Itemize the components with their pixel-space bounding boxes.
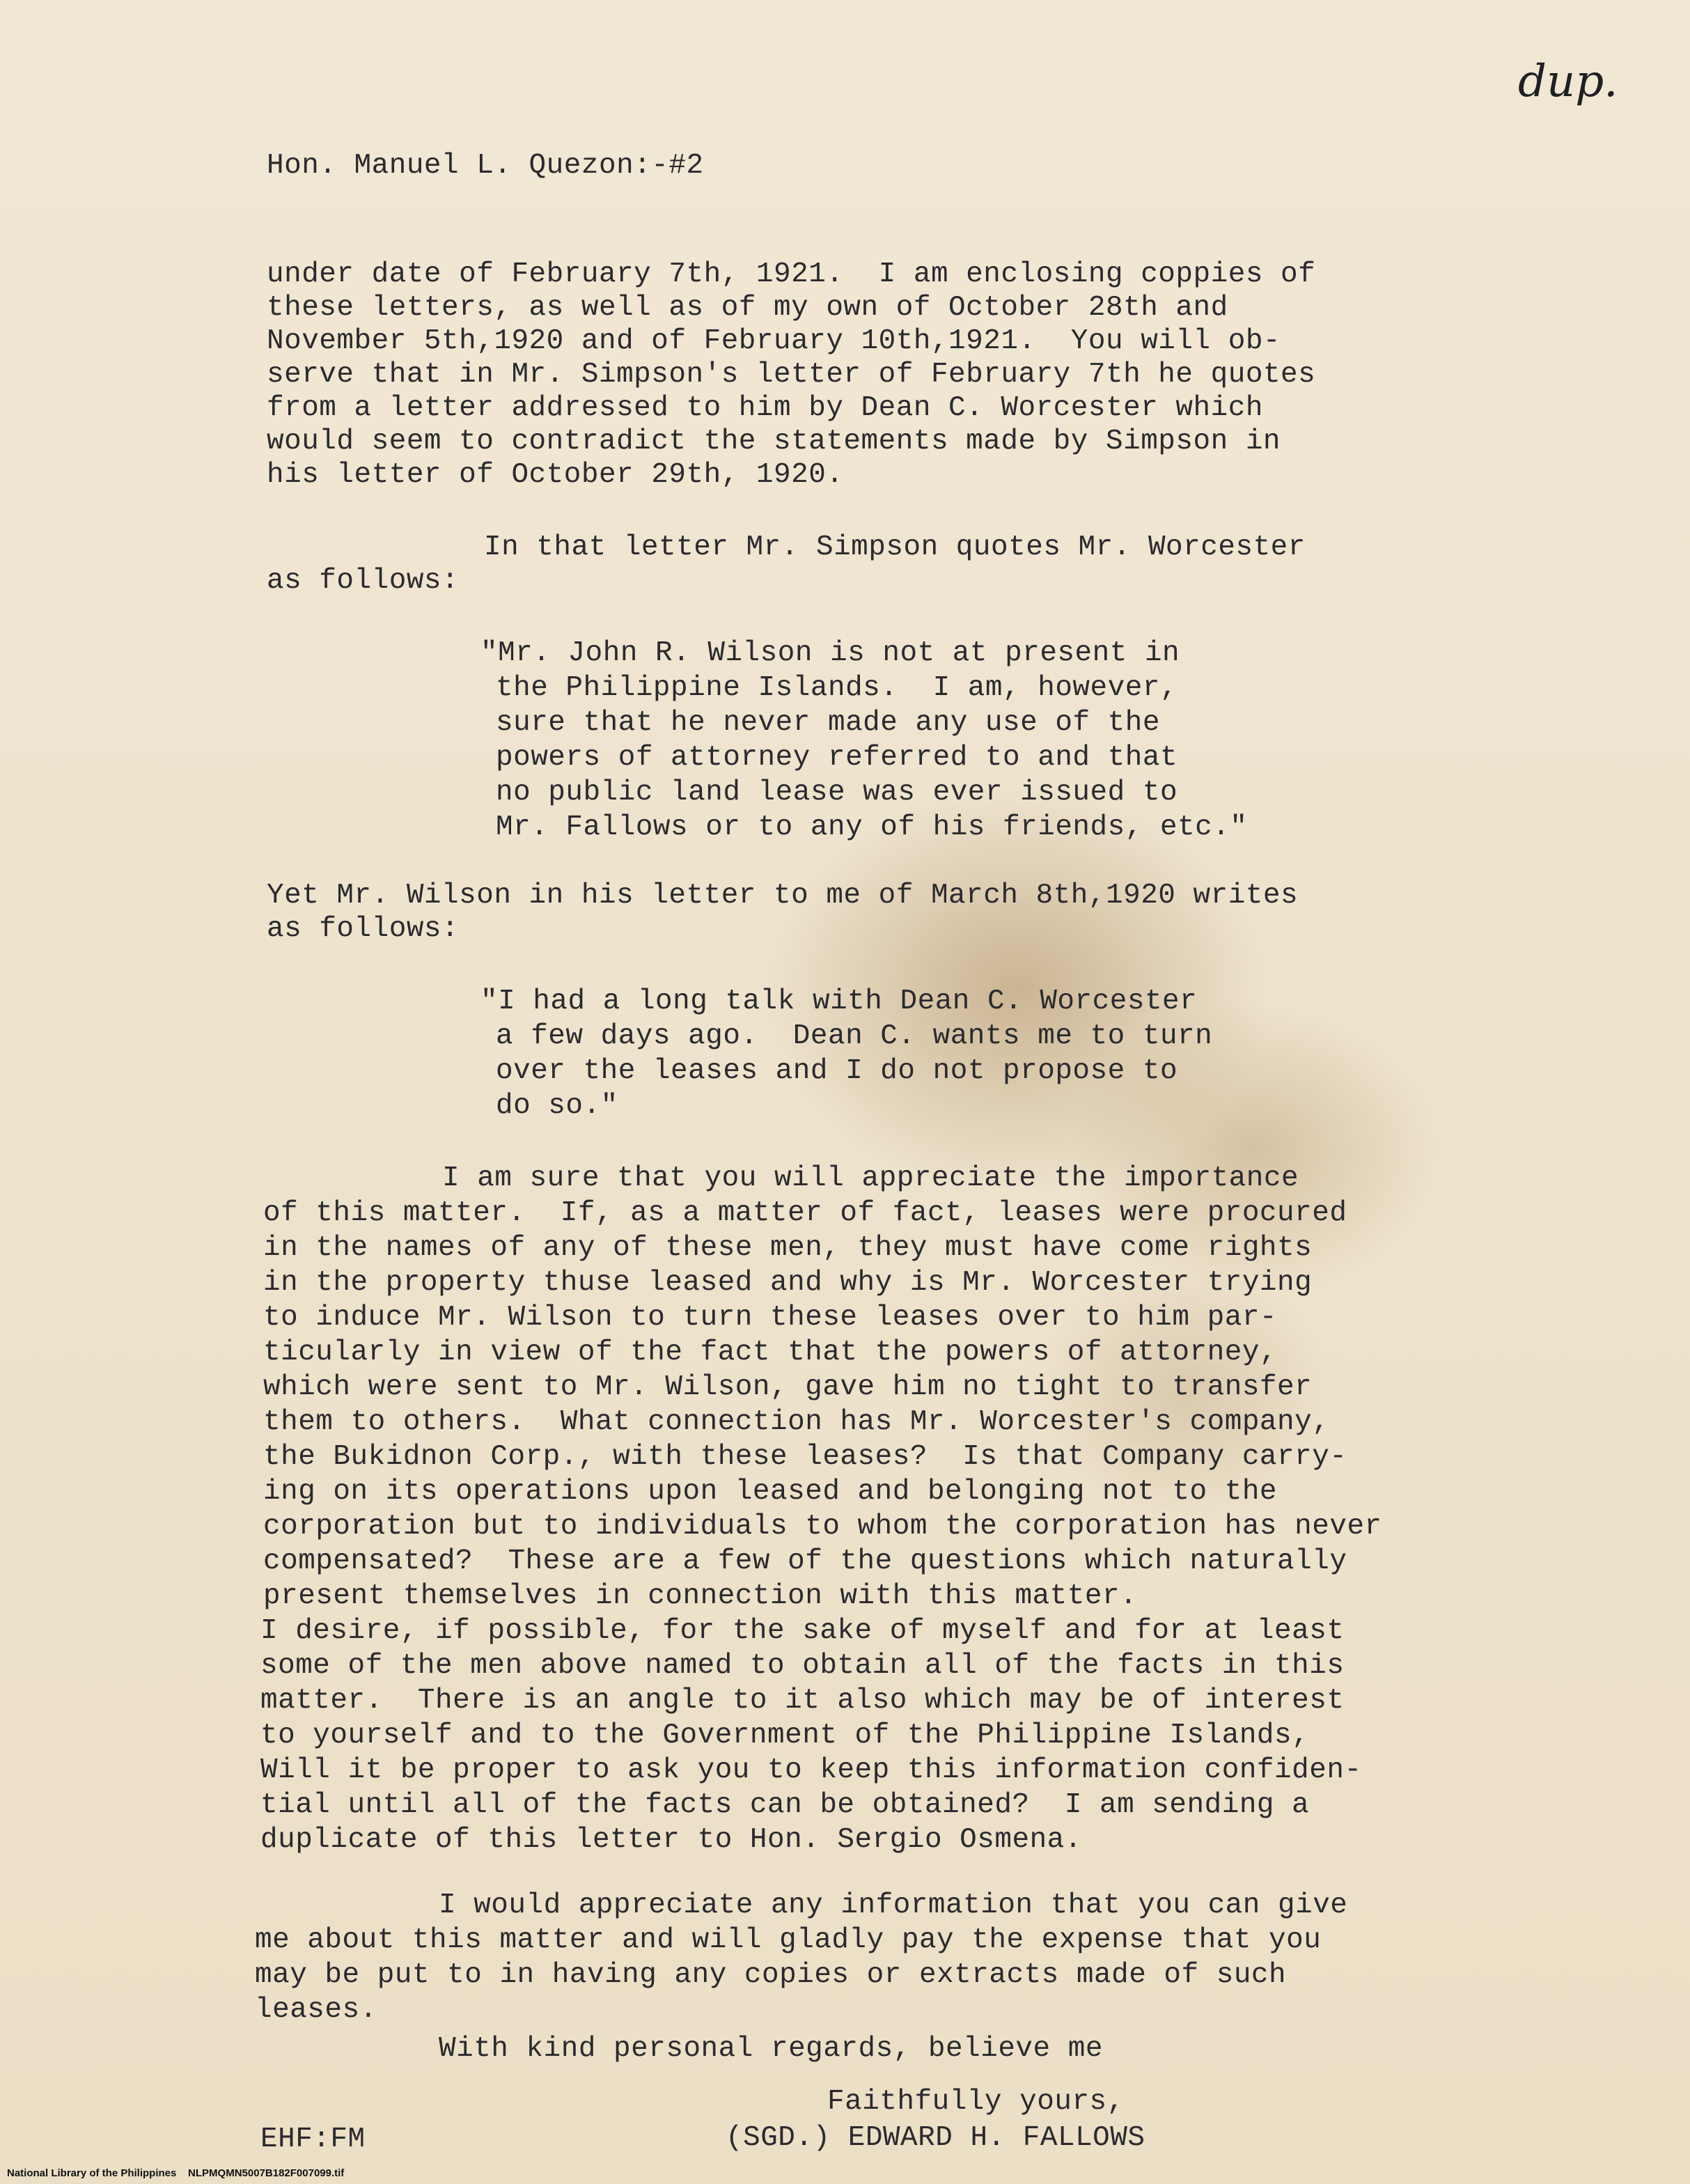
text-line: matter. There is an angle to it also which may be of interest [260, 1685, 1345, 1717]
text-line: may be put to in having any copies or extracts made of such [255, 1959, 1287, 1991]
quote-line: "Mr. John R. Wilson is not at present in [480, 637, 1180, 669]
quote-line: no public land lease was ever issued to [496, 777, 1178, 809]
text-line: I would appreciate any information that you can give [439, 1889, 1348, 1921]
text-line: duplicate of this letter to Hon. Sergio Osmena. [260, 1824, 1082, 1856]
text-line: in the property thuse leased and why is Mr. Worcester trying [263, 1267, 1313, 1299]
quote-line: the Philippine Islands. I am, however, [496, 672, 1178, 704]
text-line: Yet Mr. Wilson in his letter to me of March 8th,1920 writes [267, 880, 1299, 912]
quote-line: powers of attorney referred to and that [496, 742, 1178, 774]
archive-footer: National Library of the Philippines NLPMQMN5007B182F007099.tif [7, 2167, 345, 2179]
text-line: them to others. What connection has Mr. Worcester's company, [263, 1406, 1330, 1438]
text-line: November 5th,1920 and of February 10th,1921. You will ob- [267, 325, 1281, 357]
text-line: which were sent to Mr. Wilson, gave him no tight to transfer [263, 1371, 1313, 1403]
text-line: corporation but to individuals to whom the corporation has never [263, 1511, 1382, 1543]
text-line: in the names of any of these men, they must have come rights [263, 1232, 1313, 1264]
text-line: these letters, as well as of my own of October 28th and [267, 292, 1228, 324]
signature: (SGD.) EDWARD H. FALLOWS [726, 2122, 1145, 2154]
typist-initials: EHF:FM [260, 2123, 366, 2155]
handwritten-note: dup. [1518, 56, 1618, 107]
text-line: Will it be proper to ask you to keep this information confiden- [260, 1754, 1362, 1786]
quote-line: "I had a long talk with Dean C. Worcester [480, 985, 1198, 1017]
text-line: to induce Mr. Wilson to turn these leases over to him par- [263, 1302, 1278, 1334]
quote-line: Mr. Fallows or to any of his friends, etc." [496, 811, 1248, 843]
quote-line: sure that he never made any use of the [496, 707, 1160, 739]
valediction: Faithfully yours, [827, 2086, 1125, 2118]
quote-line: over the leases and I do not propose to [496, 1055, 1178, 1087]
text-line: present themselves in connection with this matter. [263, 1580, 1138, 1612]
text-line: would seem to contradict the statements made by Simpson in [267, 426, 1281, 458]
text-line: serve that in Mr. Simpson's letter of February 7th he quotes [267, 359, 1316, 391]
letter-header: Hon. Manuel L. Quezon:-#2 [267, 150, 704, 182]
text-line: ticularly in view of the fact that the powers of attorney, [263, 1336, 1278, 1368]
text-line: as follows: [267, 913, 460, 945]
text-line: to yourself and to the Government of the Philippine Islands, [260, 1719, 1310, 1752]
text-line: the Bukidnon Corp., with these leases? Is that Company carry- [263, 1441, 1347, 1473]
text-line: I am sure that you will appreciate the importance [442, 1162, 1299, 1194]
text-line: I desire, if possible, for the sake of myself and for at least [260, 1615, 1345, 1647]
text-line: In that letter Mr. Simpson quotes Mr. Worcester [484, 531, 1306, 563]
text-line: leases. [255, 1994, 377, 2026]
text-line: under date of February 7th, 1921. I am enclosing coppies of [267, 258, 1316, 290]
text-line: tial until all of the facts can be obtained? I am sending a [260, 1789, 1310, 1821]
text-line: of this matter. If, as a matter of fact, leases were procured [263, 1197, 1347, 1229]
closing-line: With kind personal regards, believe me [439, 2033, 1103, 2065]
text-line: compensated? These are a few of the questions which naturally [263, 1545, 1347, 1577]
text-line: me about this matter and will gladly pay the expense that you [255, 1924, 1322, 1956]
text-line: from a letter addressed to him by Dean C. Worcester which [267, 392, 1263, 424]
quote-line: do so." [496, 1090, 618, 1122]
text-line: ing on its operations upon leased and belonging not to the [263, 1476, 1278, 1508]
text-line: some of the men above named to obtain all of the facts in this [260, 1650, 1345, 1682]
text-line: his letter of October 29th, 1920. [267, 459, 844, 491]
quote-line: a few days ago. Dean C. wants me to turn [496, 1020, 1213, 1052]
text-line: as follows: [267, 565, 460, 597]
